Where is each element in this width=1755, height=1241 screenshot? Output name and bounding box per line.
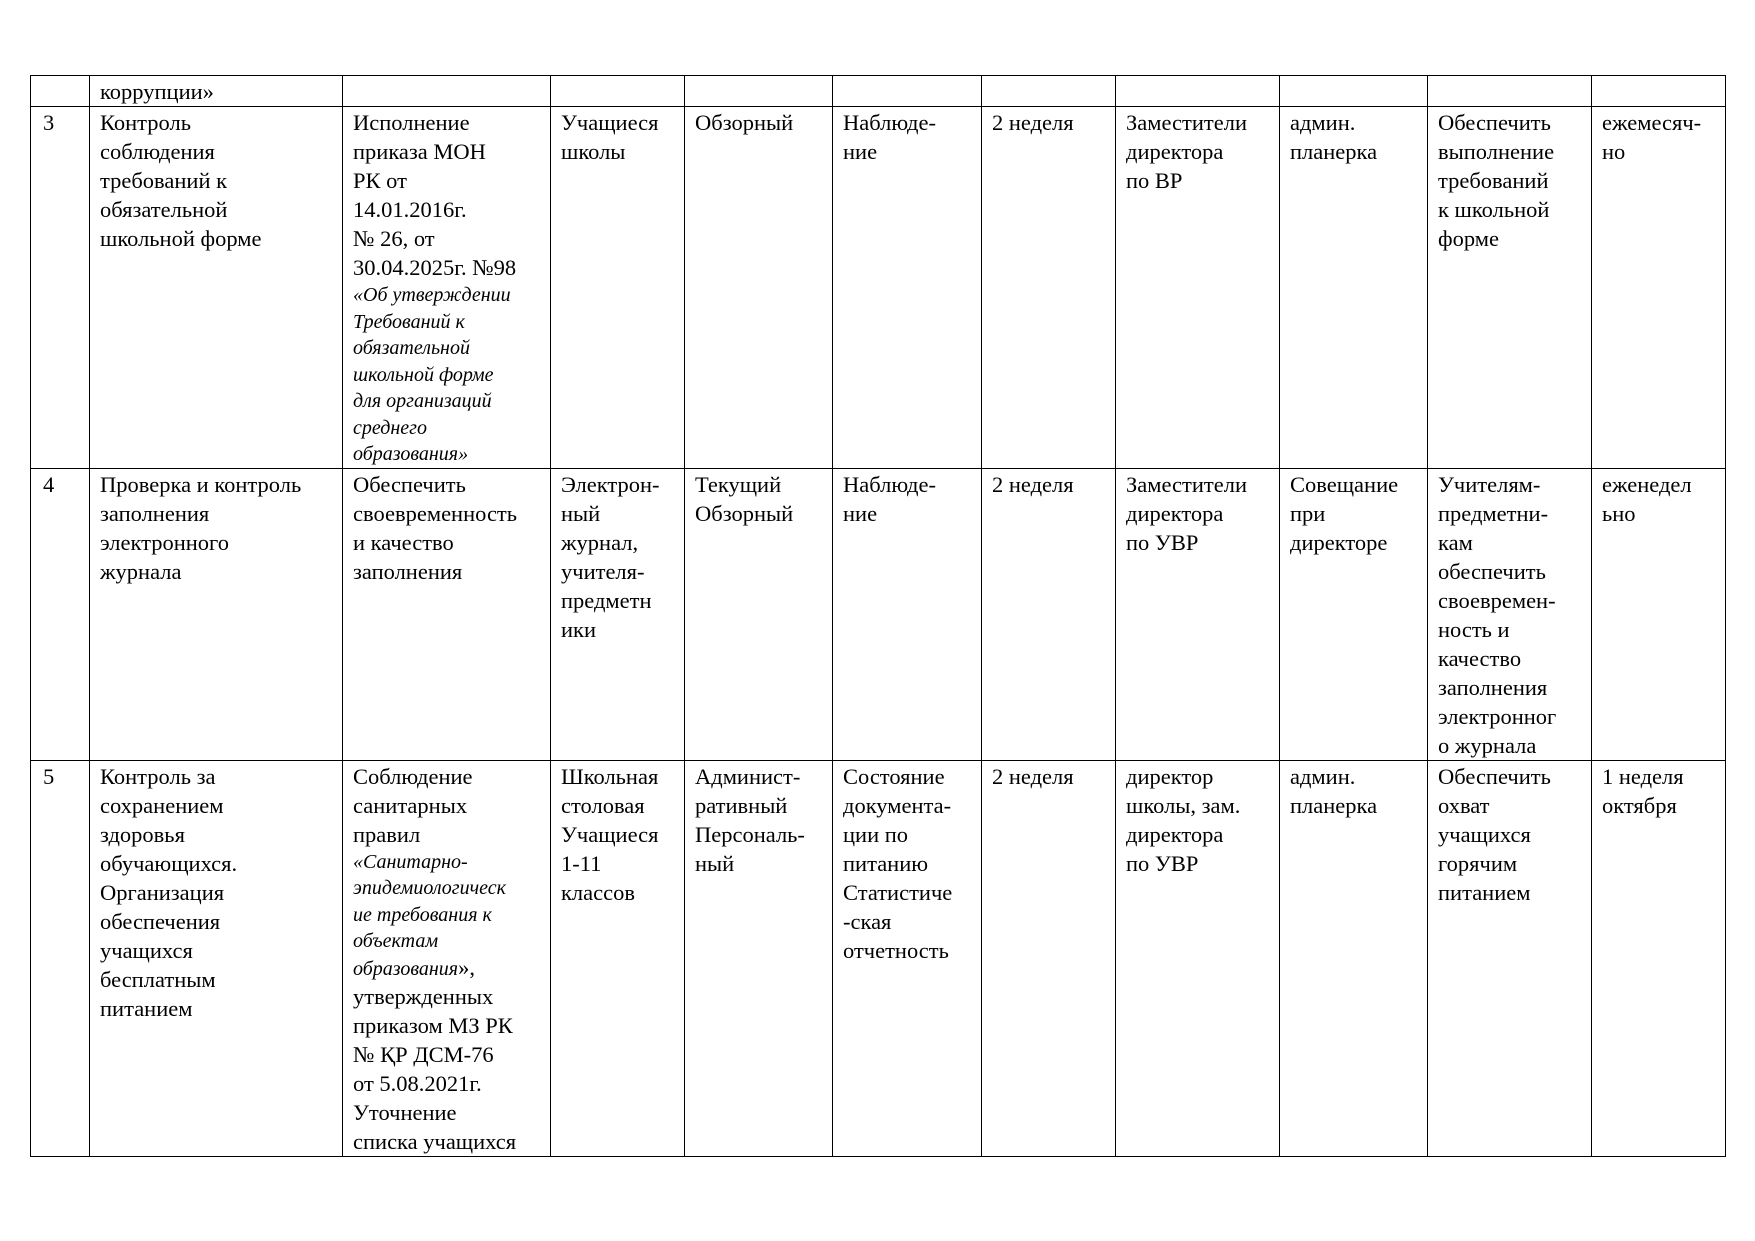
control-subject-cell: Контроль соблюдения требований к обязательной школьной форме [90, 107, 343, 469]
control-goal-cell: Соблюдение санитарных правил «Санитарно- эпидемиологическ ие требования к объектам образования», утвержденных приказом МЗ РК № ҚР ДСМ-76 от 5.08.2021г. Уточнение списка учащихся [343, 760, 551, 1157]
responsible-cell [1116, 76, 1280, 107]
sanitary-rules-italic: «Санитарно- эпидемиологическ ие требования к объектам образования», [353, 850, 506, 980]
document-table [30, 75, 1726, 1157]
responsible-cell: директор школы, зам. директора по УВР [1116, 760, 1280, 1157]
control-subject-cell: Контроль за сохранением здоровья обучающихся. Организация обеспечения учащихся бесплатным питанием [90, 760, 343, 1157]
decision-cell: Обеспечить выполнение требований к школьной форме [1428, 107, 1592, 469]
frequency-cell [1592, 76, 1726, 107]
review-place-cell [1280, 76, 1428, 107]
control-subject-cell: Проверка и контроль заполнения электронного журнала [90, 468, 343, 760]
control-subject-cell: коррупции» [90, 76, 343, 107]
table-row [31, 107, 1726, 469]
decision-cell [1428, 76, 1592, 107]
control-period-cell: 2 неделя [982, 468, 1116, 760]
table-row [31, 760, 1726, 1157]
review-place-cell: Совещание при директоре [1280, 468, 1428, 760]
control-method-cell: Наблюде- ние [833, 468, 982, 760]
review-place-cell: админ. планерка [1280, 107, 1428, 469]
control-period-cell: 2 неделя [982, 107, 1116, 469]
row-number: 4 [31, 468, 90, 760]
control-object-cell [551, 76, 685, 107]
control-type-cell: Админист- ративный Персональ- ный [685, 760, 833, 1157]
control-method-cell: Состояние документа- ции по питанию Статистиче -ская отчетность [833, 760, 982, 1157]
control-period-cell: 2 неделя [982, 760, 1116, 1157]
control-object-cell: Школьная столовая Учащиеся 1-11 классов [551, 760, 685, 1157]
table-row [31, 468, 1726, 760]
responsible-cell: Заместители директора по УВР [1116, 468, 1280, 760]
review-place-cell: админ. планерка [1280, 760, 1428, 1157]
responsible-cell: Заместители директора по ВР [1116, 107, 1280, 469]
frequency-cell: ежемесяч- но [1592, 107, 1726, 469]
control-period-cell [982, 76, 1116, 107]
control-type-cell [685, 76, 833, 107]
control-method-cell [833, 76, 982, 107]
decision-cell: Обеспечить охват учащихся горячим питанием [1428, 760, 1592, 1157]
table-row [31, 76, 1726, 107]
order-title-italic: «Об утверждении Требований к обязательной школьной форме для организаций среднего образования» [353, 284, 511, 465]
control-type-cell: Обзорный [685, 107, 833, 469]
control-object-cell: Электрон- ный журнал, учителя- предметн ики [551, 468, 685, 760]
frequency-cell: 1 неделя октября [1592, 760, 1726, 1157]
control-type-cell: Текущий Обзорный [685, 468, 833, 760]
row-number [31, 76, 90, 107]
control-goal-cell [343, 76, 551, 107]
row-number: 5 [31, 760, 90, 1157]
decision-cell: Учителям- предметни- кам обеспечить своевремен- ность и качество заполнения электронног о журнала [1428, 468, 1592, 760]
control-object-cell: Учащиеся школы [551, 107, 685, 469]
row-number: 3 [31, 107, 90, 469]
control-goal-cell: Обеспечить своевременность и качество заполнения [343, 468, 551, 760]
control-goal-cell: Исполнение приказа МОН РК от 14.01.2016г. № 26, от 30.04.2025г. №98 «Об утверждении Требований к обязательной школьной форме для организаций среднего образования» [343, 107, 551, 469]
frequency-cell: еженедел ьно [1592, 468, 1726, 760]
control-method-cell: Наблюде- ние [833, 107, 982, 469]
